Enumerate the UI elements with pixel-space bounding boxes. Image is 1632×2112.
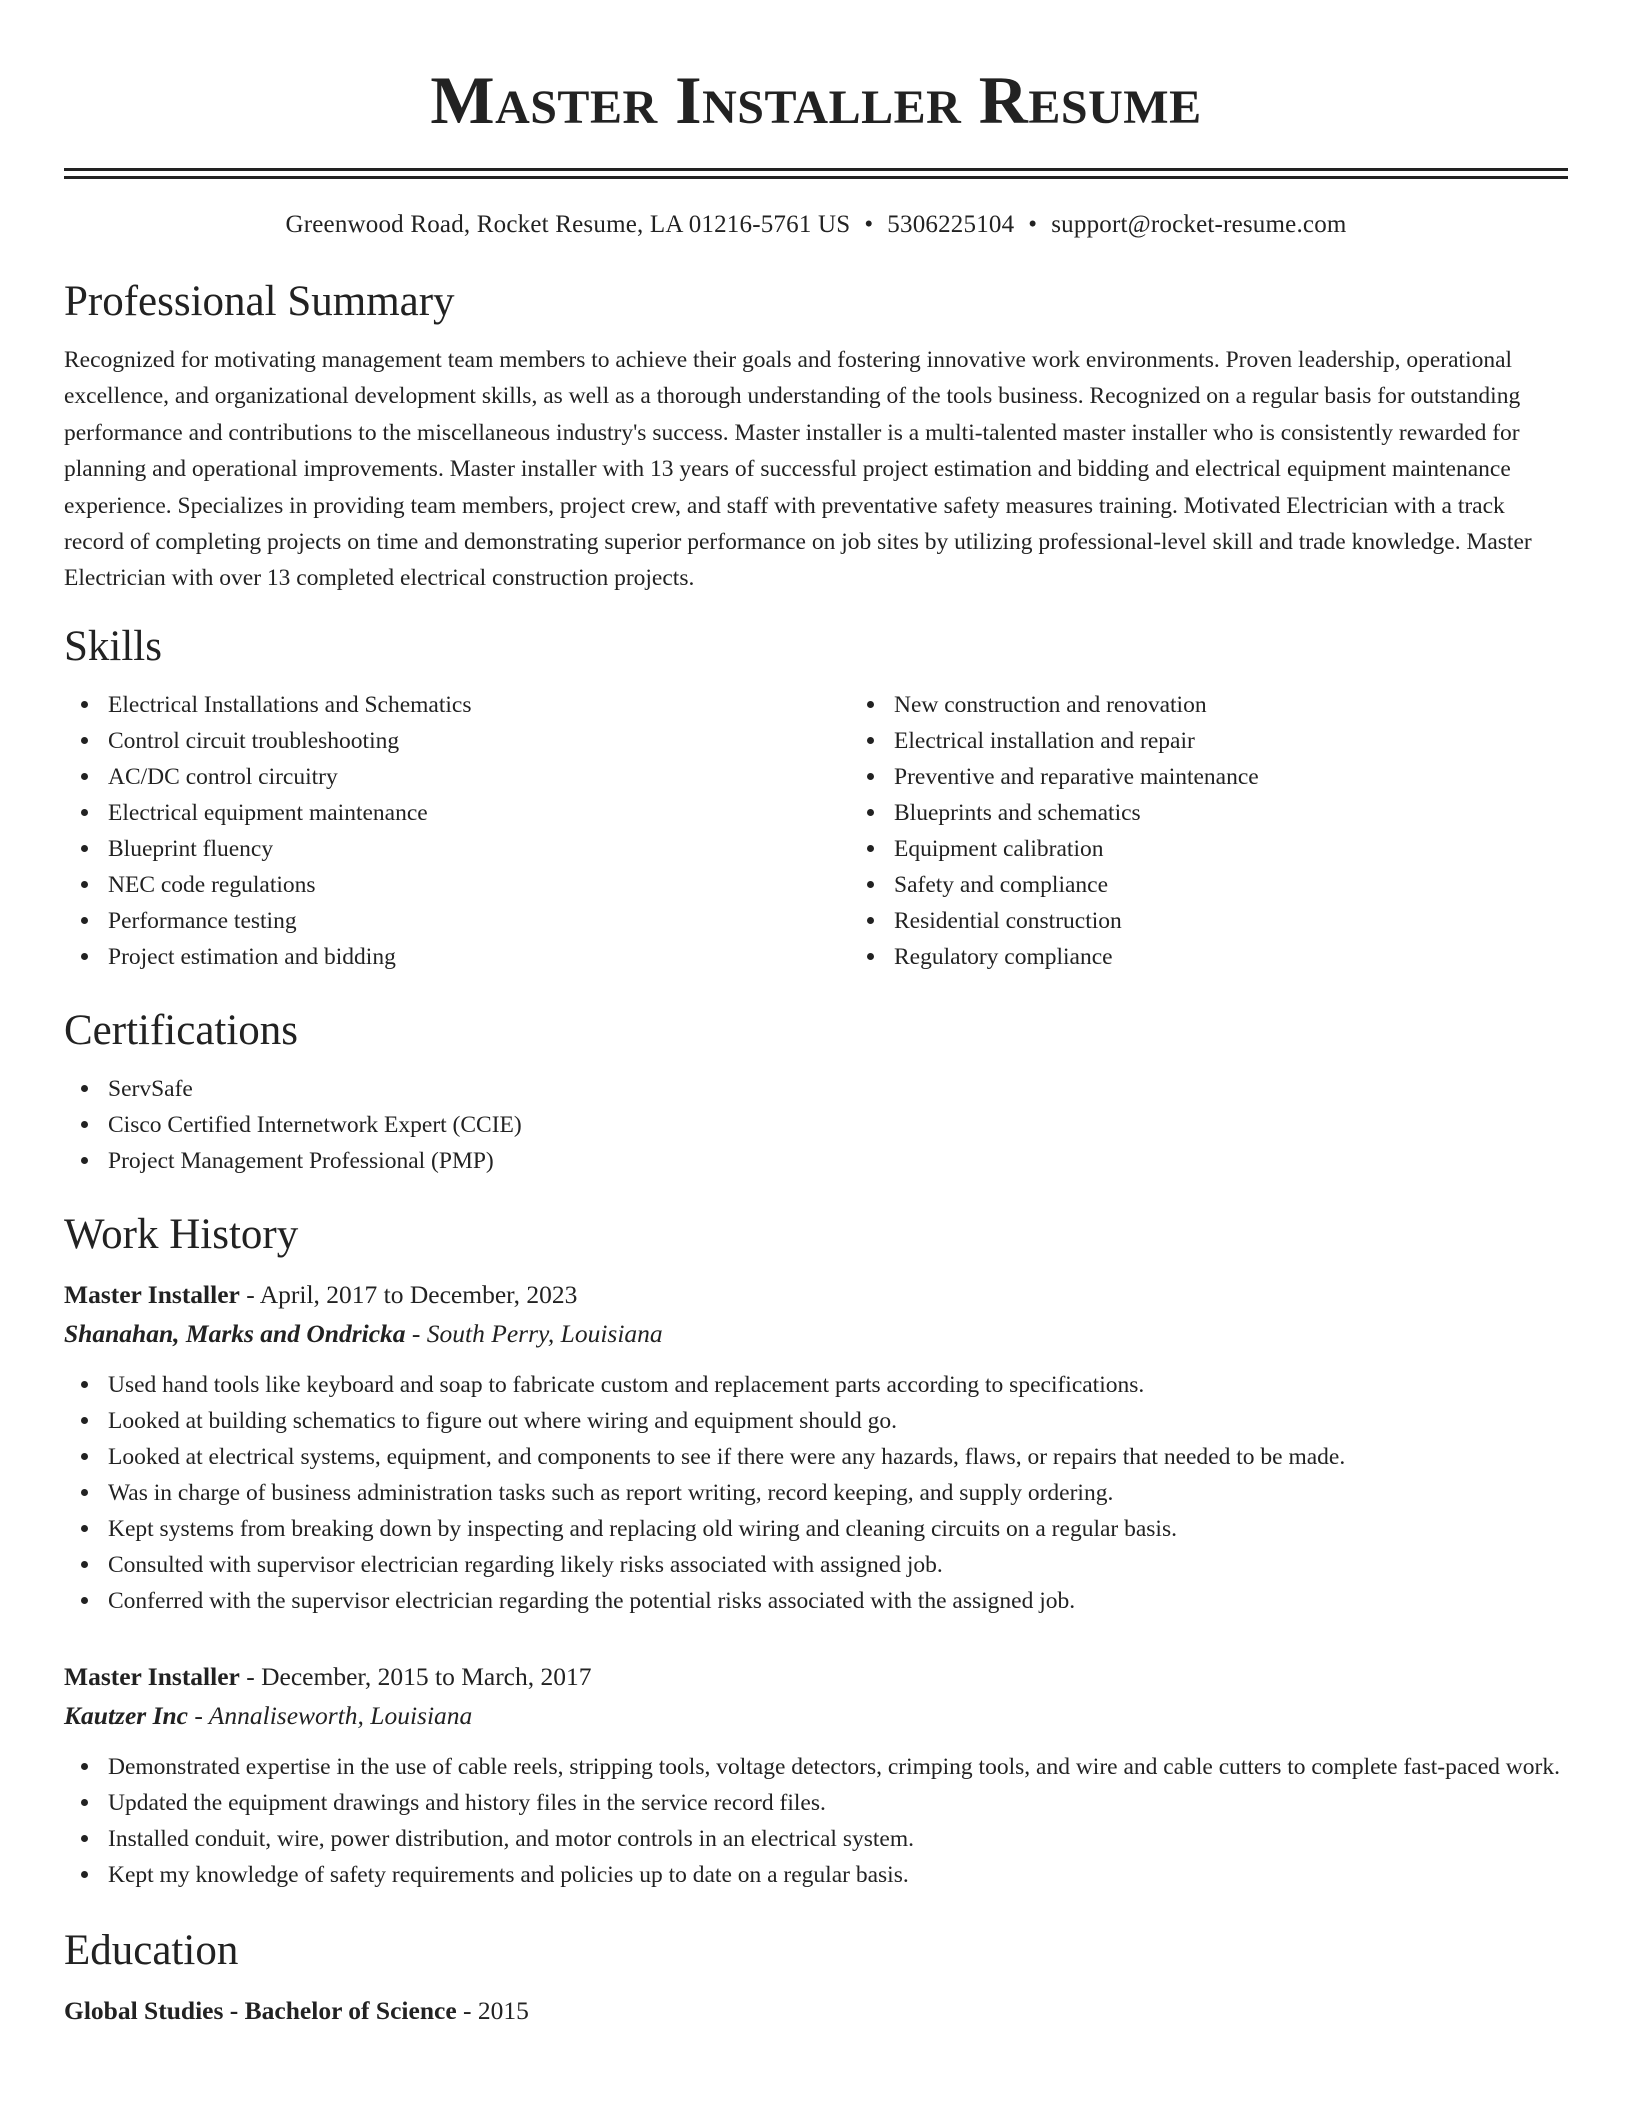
job-bullet: Looked at electrical systems, equipment, and components to see if there were any hazards, flaws, or repairs that needed to be made. <box>108 1439 1568 1475</box>
job-bullet: Conferred with the supervisor electrician regarding the potential risks associated with the assigned job. <box>108 1583 1568 1619</box>
contact-email: support@rocket-resume.com <box>1051 211 1347 238</box>
certifications-list <box>64 1071 1568 1179</box>
job-dates: April, 2017 to December, 2023 <box>259 1279 578 1309</box>
certifications-heading: Certifications <box>64 1006 299 1054</box>
certifications-section <box>64 1005 1568 1179</box>
skill-item: Electrical equipment maintenance <box>108 795 850 831</box>
summary-text: Recognized for motivating management team members to achieve their goals and fostering innovative work environments. Proven leadership, operational excellence, and organizational development skills, as well as a thorough understanding of the tools business. Recognized on a regular basis for outstanding performance and contributions to the miscellaneous industry's success. Master installer is a multi-talented master installer who is consistently rewarded for planning and operational improvements. Master installer with 13 years of successful project estimation and bidding and electrical equipment maintenance experience. Specializes in providing team members, project crew, and staff with preventative safety measures training. Motivated Electrician with a track record of completing projects on time and demonstrating superior performance on job sites by utilizing professional-level skill and trade knowledge. Master Electrician with over 13 completed electrical construction projects. <box>64 347 1532 592</box>
job-company-line <box>64 1315 1568 1353</box>
title-divider-bottom <box>64 176 1568 179</box>
skill-item: Equipment calibration <box>894 831 1632 867</box>
job-title: Master Installer <box>64 1661 240 1691</box>
certification-item: ServSafe <box>108 1071 1568 1107</box>
skill-item: Regulatory compliance <box>894 939 1632 975</box>
skill-item: Project estimation and bidding <box>108 939 850 975</box>
skill-item: Performance testing <box>108 903 850 939</box>
job-title-line <box>64 1275 1568 1315</box>
certification-item: Cisco Certified Internetwork Expert (CCIE) <box>108 1107 1568 1143</box>
skills-list-right <box>850 687 1632 975</box>
job-bullets <box>64 1749 1568 1893</box>
job-bullet: Demonstrated expertise in the use of cable reels, stripping tools, voltage detectors, crimping tools, and wire and cable cutters to complete fast-paced work. <box>108 1749 1568 1785</box>
skill-item: Blueprints and schematics <box>894 795 1632 831</box>
job-location: Annaliseworth, Louisiana <box>208 1700 473 1730</box>
job-dash: - <box>188 1700 209 1730</box>
skill-item: Preventive and reparative maintenance <box>894 759 1632 795</box>
job-dash: - <box>405 1318 427 1348</box>
job-company-line <box>64 1697 1568 1735</box>
summary-section <box>64 276 1568 597</box>
job-bullet: Kept my knowledge of safety requirements and policies up to date on a regular basis. <box>108 1857 1568 1893</box>
contact-line <box>64 208 1568 242</box>
contact-separator: • <box>1028 211 1038 238</box>
job-company: Kautzer Inc <box>64 1700 188 1730</box>
work-history-heading: Work History <box>64 1210 299 1258</box>
work-history-section <box>64 1209 1568 1893</box>
job-dates: December, 2015 to March, 2017 <box>261 1661 592 1691</box>
job-bullet: Installed conduit, wire, power distribution, and motor controls in an electrical system. <box>108 1821 1568 1857</box>
skill-item: Blueprint fluency <box>108 831 850 867</box>
education-entry <box>64 1991 1568 2031</box>
skill-item: New construction and renovation <box>894 687 1632 723</box>
contact-separator: • <box>864 211 874 238</box>
skills-columns <box>64 687 1568 975</box>
title-divider-top <box>64 168 1568 171</box>
job-bullet: Consulted with supervisor electrician regarding likely risks associated with assigned job. <box>108 1547 1568 1583</box>
job-title: Master Installer <box>64 1279 240 1309</box>
skill-item: AC/DC control circuitry <box>108 759 850 795</box>
skill-item: Electrical Installations and Schematics <box>108 687 850 723</box>
skill-item: Safety and compliance <box>894 867 1632 903</box>
job-dash: - <box>239 1279 260 1309</box>
job-bullet: Used hand tools like keyboard and soap to fabricate custom and replacement parts according to specifications. <box>108 1367 1568 1403</box>
certification-item: Project Management Professional (PMP) <box>108 1143 1568 1179</box>
summary-heading: Professional Summary <box>64 278 455 325</box>
education-year: 2015 <box>477 1995 529 2025</box>
education-degree: Global Studies - Bachelor of Science <box>64 1995 457 2025</box>
job-bullets <box>64 1367 1568 1619</box>
job-bullet: Kept systems from breaking down by inspecting and replacing old wiring and cleaning circuits on a regular basis. <box>108 1511 1568 1547</box>
job-entry <box>64 1657 1568 1893</box>
skills-section <box>64 621 1568 975</box>
skills-list-left <box>64 687 850 975</box>
education-heading: Education <box>64 1926 239 1974</box>
job-entry <box>64 1275 1568 1619</box>
skill-item: NEC code regulations <box>108 867 850 903</box>
job-bullet: Updated the equipment drawings and history files in the service record files. <box>108 1785 1568 1821</box>
contact-phone: 5306225104 <box>887 211 1015 238</box>
job-dash: - <box>239 1661 262 1691</box>
skill-item: Control circuit troubleshooting <box>108 723 850 759</box>
skill-item: Electrical installation and repair <box>894 723 1632 759</box>
skills-heading: Skills <box>64 622 162 670</box>
education-section <box>64 1925 1568 2031</box>
job-bullet: Looked at building schematics to figure out where wiring and equipment should go. <box>108 1403 1568 1439</box>
job-location: South Perry, Louisiana <box>426 1318 663 1348</box>
resume-title: Master Installer Resume <box>430 62 1202 138</box>
job-company: Shanahan, Marks and Ondricka <box>64 1318 406 1348</box>
skill-item: Residential construction <box>894 903 1632 939</box>
job-title-line <box>64 1657 1568 1697</box>
contact-address: Greenwood Road, Rocket Resume, LA 01216-5761 US <box>285 211 851 238</box>
job-bullet: Was in charge of business administration tasks such as report writing, record keeping, and supply ordering. <box>108 1475 1568 1511</box>
education-dash: - <box>456 1995 478 2025</box>
